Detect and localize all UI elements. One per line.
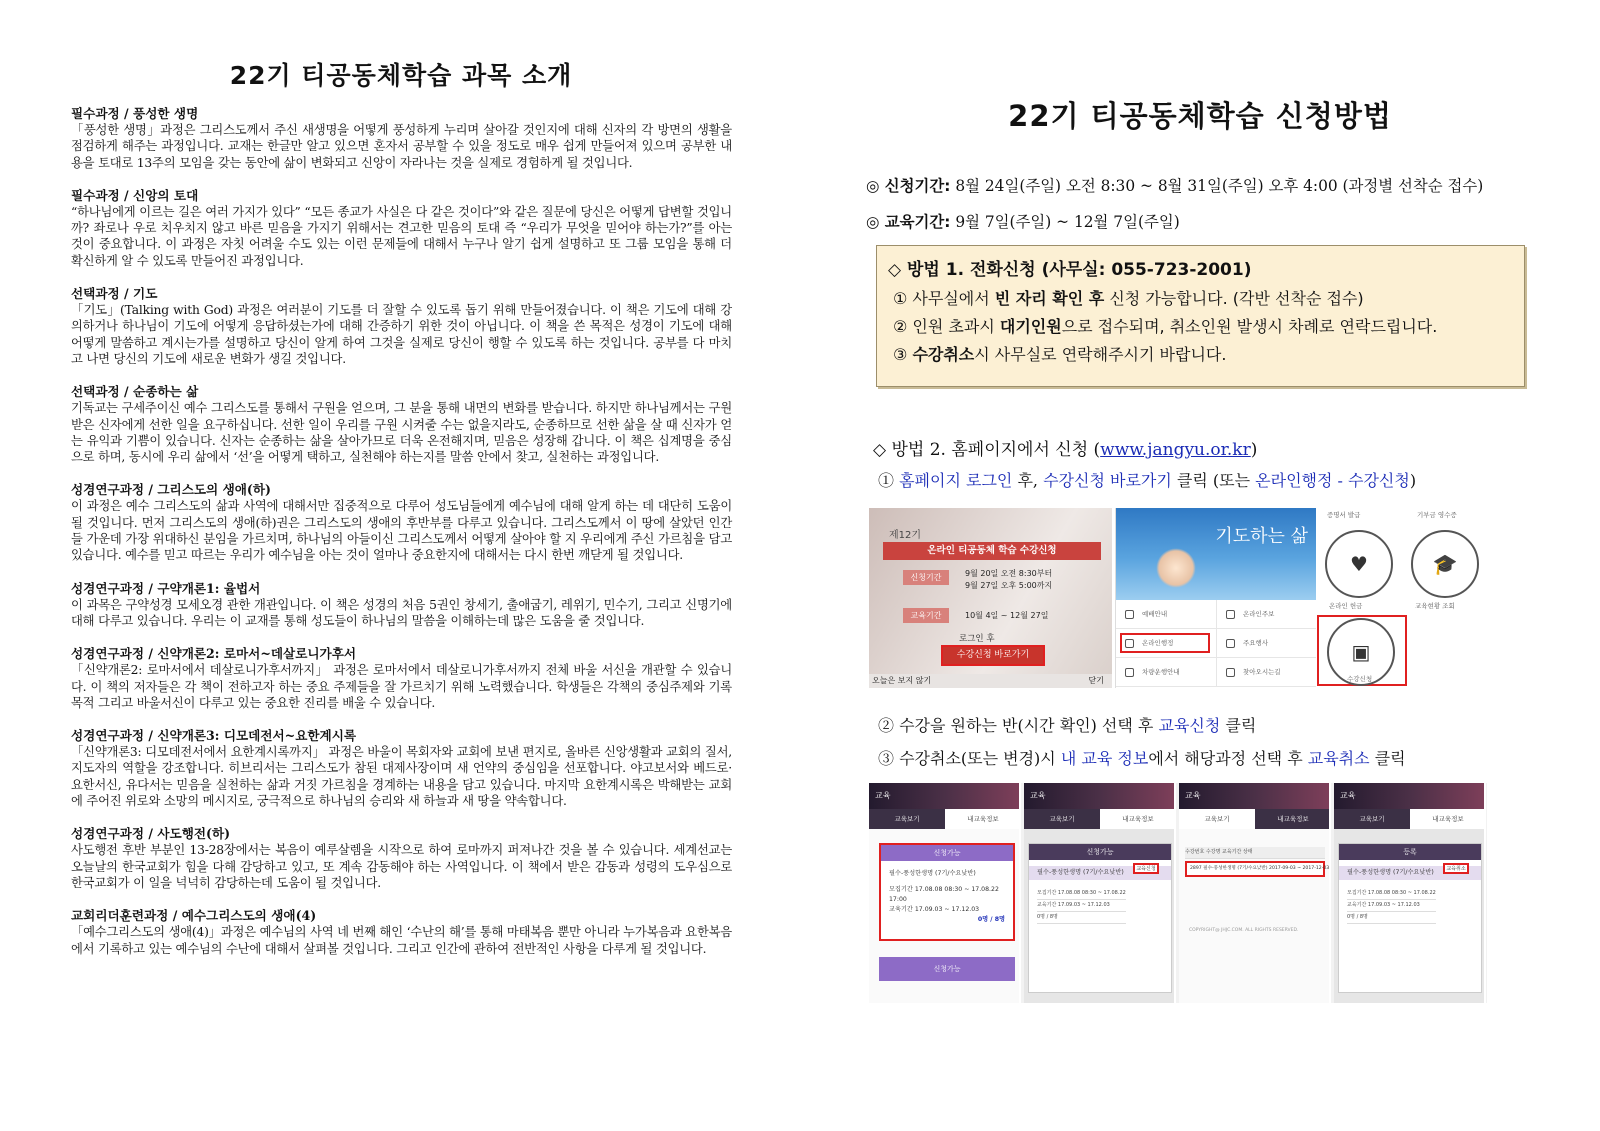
course-description: 사도행전 후반 부분인 13-28장에서는 복음이 예루살렘을 시작으로 하여 로마까지 퍼져나간 것을 볼 수 있습니다. 세계선교는 오늘날의 한국교회가 힘을 다해 감당하고 있고, 또 계속 감동해야 하는 사역입니다. 이 책에서 받은 감동과 성령의 도우심으로 한국교회가 이 일을 넉넉히 감당하는데 도움이 될 것입니다. [71,843,732,890]
panel-body [1024,829,1176,1003]
step-highlight: 교육취소 [1307,749,1370,768]
banner-apply-end: 9월 27일 오후 5:00까지 [965,581,1053,590]
panel-header: 교육 [1024,783,1176,809]
banner-tag-apply-period: 신청기간 [903,570,949,585]
service-caption: 기부금 영수증 [1417,511,1457,519]
hand-image [1156,548,1196,588]
quick-menu-label: 차량운행안내 [1142,668,1180,676]
homepage-link[interactable]: www.jangyu.or.kr [1100,440,1251,460]
step-highlight: 교육신청 [1158,716,1221,735]
education-panel [869,783,1021,1003]
close-link[interactable]: 닫기 [1088,676,1104,685]
tab-education-view[interactable]: 교육보기 [1024,809,1100,829]
step-text: ② 인원 초과시 [893,317,1000,336]
application-period-value: 8월 24일(주일) 오전 8:30 ~ 8월 31일(주일) 오후 4:00 (과정별 선착순 접수) [950,177,1484,195]
course-item [71,286,732,367]
course-card-recruit-time: 17:00 [889,896,907,903]
web-method-step-1 [878,470,1416,492]
course-description: “하나님에게 이르는 길은 여러 가지가 있다” “모든 종교가 사실은 다 같은 것이다”와 같은 질문에 당신은 어떻게 답변할 것입니까? 좌로나 우로 치우치지 않고 바른 믿음을 가지기 위해서는 견고한 믿음의 토대 즉 “우리가 무엇을 믿어야 하는가?”를 아는 것이 중요합니다. 이 과정은 자칫 어려울 수도 있는 이런 문제들에 대해서 누구나 알기 쉽게 설명하고 또 그룹 모임을 통해 더 확신하게 알 수 있도록 만들어진 과정입니다. [71,204,732,268]
table-header-row: 수강번호 수강명 교육기간 상태 [1185,847,1325,859]
web-method-step-2 [878,715,1256,737]
cancel-modal-header: 등록 [1339,844,1481,860]
course-heading: 성경연구과정 / 신약개론2: 로마서~데살로니가후서 [71,646,357,662]
course-card[interactable] [879,843,1015,941]
panel-body [1334,829,1486,1003]
graduation-cap-icon: 🎓 [1432,552,1458,576]
step-text: 클릭 [1220,716,1257,735]
course-heading: 필수과정 / 신앙의 토대 [71,187,199,203]
panel-header: 교육 [869,783,1021,809]
tab-education-view[interactable]: 교육보기 [1334,809,1410,829]
service-caption: 수강신청 [1347,675,1373,683]
table-row: 교육기간 17.09.03 ~ 17.12.03 [1347,900,1436,912]
course-heading: 선택과정 / 순종하는 삶 [71,384,199,400]
course-heading: 성경연구과정 / 구약개론1: 율법서 [71,580,261,596]
tab-education-view[interactable]: 교육보기 [1179,809,1255,829]
calendar-icon [1226,639,1235,648]
banner-footer [869,674,1112,688]
phone-method-step [888,285,1512,313]
tab-my-education[interactable]: 내교육정보 [1255,809,1331,829]
course-item [71,581,732,630]
panel-tabs [1024,809,1176,829]
course-item [71,826,732,891]
service-icons [1317,508,1487,688]
quick-menu-label: 찾아오시는길 [1243,668,1281,676]
tab-my-education[interactable]: 내교육정보 [1100,809,1176,829]
course-item [71,908,732,957]
phone-method-heading: ◇ 방법 1. 전화신청 (사무실: 055-723-2001) [888,260,1252,280]
my-education-panel [1334,783,1486,1003]
course-card[interactable] [879,957,1015,981]
step-text: ② 수강을 원하는 반(시간 확인) 선택 후 [878,716,1159,735]
homepage-screenshot [869,508,1487,688]
apply-modal [1028,843,1172,993]
step-text: 클릭 [1369,749,1406,768]
course-heading: 선택과정 / 기도 [71,286,158,302]
banner-tag-edu-period: 교육기간 [903,608,949,623]
banner-title: 온라인 티공동체 학습 수강신청 [883,542,1101,560]
right-page-title: 22기 티공동체학습 신청방법 [1008,99,1392,133]
table-row: 0명 / 8명 [1347,912,1436,924]
course-description: 「풍성한 생명」과정은 그리스도께서 주신 새생명을 어떻게 풍성하게 누리며 살아갈 것인지에 대해 신자의 각 방면의 생활을 점검하게 해주는 과정입니다. 교재는 한글만 알고 있으면 혼자서 공부할 수 있을 정도로 매우 쉽게 만들어져 있으며 공부한 내용을 토대로 13주의 모임을 갖는 동안에 삶이 변화되고 신앙이 자라나는 것을 실제로 경험하게 될 것입니다. [71,123,732,170]
course-heading: 필수과정 / 풍성한 생명 [71,106,199,121]
course-description: 이 과정은 예수 그리스도의 삶과 사역에 대해서만 집중적으로 다루어 성도님들에게 예수님에 대해 알게 하는 데 대단히 도움이 될 것입니다. 먼저 그리스도의 생애(하)권은 그리스도의 생애의 후반부를 다루고 있습니다. 그리스도께서 이 땅에 살았던 인간들 가운데 가장 위대하신 분임을 가르치며, 하나님의 아들이신 그리스도께서 어떻게 살아야 할 지 우리에게 주신 가르침을 담고 있습니다. 예수를 믿고 따르는 우리가 예수님을 아는 것이 얼마나 중요한지에 대해서는 다시 한번 깨닫게 될 것입니다. [71,499,732,563]
education-status-button[interactable] [1411,530,1479,598]
panel-tabs [1179,809,1331,829]
course-description: 「예수그리스도의 생애(4)」과정은 예수님의 사역 네 번째 해인 ‘수난의 해’를 통해 마태복음 뿐만 아니라 누가복음과 요한복음에서 기록하고 있는 예수님의 수난에 대해서 살펴볼 것입니다. 그리고 인간에 관하여 전반적인 사항을 다루게 될 것입니다. [71,925,732,956]
quick-menu [1116,600,1316,687]
step-text: ③ 수강취소(또는 변경)시 [878,749,1061,768]
course-description: 「신약개론2: 로마서에서 데살로니가후서까지」 과정은 로마서에서 데살로니가후서까지 전체 바울 서신을 개관할 수 있습니다. 이 책의 저자들은 각 책이 전하고자 하는 중요 주제들을 잘 가르치기 위해 노력했습니다. 학생들은 각책의 중심주제와 기록목적 그리고 바울서신이 다루고 있는 중요한 진리를 배울 수 있습니다. [71,663,732,710]
apply-popup-banner [869,508,1112,688]
web-method-heading [873,438,1257,462]
cancel-education-button[interactable]: 교육취소 [1443,863,1469,874]
course-card-name: 필수-풍성한생명 (7기/수요낮반) [889,870,976,877]
course-card-status: 신청가능 [881,845,1013,861]
apply-modal-header: 신청가능 [1029,844,1171,860]
left-page-title: 22기 티공동체학습 과목 소개 [229,61,573,90]
panel-tabs [869,809,1021,829]
course-item [71,188,732,269]
heading-text: ) [1250,440,1258,460]
step-highlight: 내 교육 정보 [1060,749,1149,768]
apply-education-button[interactable]: 교육신청 [1133,863,1159,874]
step-text: ① [878,471,900,490]
step-emphasis: 빈 자리 확인 후 [994,289,1105,308]
quick-menu-item[interactable] [1216,629,1316,658]
step-text: 시 사무실로 연락해주시기 바랍니다. [974,345,1227,364]
my-education-row-text: 2897 필수-풍성한생명 (7기/수요낮반) 2017-09-03 ~ 2017-12-03 [1190,866,1330,871]
course-card-status: 신청가능 [879,957,1015,981]
banner-edition: 제12기 [889,530,922,541]
tab-my-education[interactable]: 내교육정보 [1410,809,1486,829]
map-pin-icon [1226,668,1235,677]
step-text: ③ [893,345,913,364]
course-description: 이 과목은 구약성경 모세오경 관한 개관입니다. 이 책은 성경의 처음 5권인 창세기, 출애굽기, 레위기, 민수기, 그리고 신명기에 대해 다루고 있습니다. 우리는 이 교재를 통해 성도들이 하나님의 말씀을 이해하는데 많은 도움을 줄 것입니다. [71,597,732,628]
quick-menu-label: 주요행사 [1243,639,1269,647]
table-row: 0명 / 8명 [1037,912,1126,924]
course-list [71,106,732,974]
course-card-seats: 0명 / 8명 [977,916,1005,923]
panel-body [1179,829,1331,1003]
cancel-modal-table [1347,888,1436,924]
panel-header: 교육 [1334,783,1486,809]
course-item [71,482,732,563]
panel-header: 교육 [1179,783,1331,809]
step-text: 후, [1012,471,1044,490]
course-item [71,728,732,809]
banner-edu-period: 10월 4일 ~ 12월 27일 [965,611,1049,620]
course-item [71,384,732,465]
course-item [71,646,732,711]
education-period-label: ◎ 교육기간: [866,213,951,231]
panel-tabs [1334,809,1486,829]
course-description: 기독교는 구세주이신 예수 그리스도를 통해서 구원을 얻으며, 그 분을 통해 내면의 변화를 받습니다. 하지만 하나님께서는 구원받은 신자에게 선한 일을 요구하십니다. 선한 일이 우리를 구원 시켜줄 수는 없을지라도, 순종하므로 선한 삶을 살 때 신자가 얻는 유익과 기쁨이 있습니다. 신자는 순종하는 삶을 살아가므로 더욱 온전해지며, 믿음은 성장해 갑니다. 이 책은 십계명을 중심으로 하며, 동시에 우리 삶에서 ‘선’을 어떻게 택하고, 실천해야 하는지를 말씀 안에서 찾고, 실천하는 과정입니다. [71,401,732,465]
dont-show-today-link[interactable]: 오늘은 보지 않기 [872,676,932,685]
application-period [866,176,1483,196]
hero-brand: 기도하는 삶 [1215,526,1308,547]
phone-method-step [888,313,1512,341]
homepage-main [1115,508,1315,688]
monitor-icon: ▣ [1351,640,1371,664]
course-card-edu-period: 교육기간 17.09.03 ~ 17.12.03 [889,906,980,913]
table-row: 교육기간 17.09.03 ~ 17.12.03 [1037,900,1126,912]
homepage-hero [1116,508,1316,600]
tab-education-view[interactable]: 교육보기 [869,809,945,829]
quick-menu-label: 온라인행정 [1142,639,1174,647]
table-row: 모집기간 17.08.08 08:30 ~ 17.08.22 [1347,888,1436,900]
service-caption: 교육현황 조회 [1415,602,1455,610]
banner-login-note: 로그인 후 [959,634,995,644]
quick-menu-item[interactable] [1116,600,1216,629]
step-text: 으로 접수되며, 취소인원 발생시 차례로 연락드립니다. [1061,317,1438,336]
banner-apply-start: 9월 20일 오전 8:30부터 [965,569,1053,578]
clock-icon [1125,610,1134,619]
apply-modal-table [1037,888,1126,924]
application-period-label: ◎ 신청기간: [866,177,951,195]
online-offering-button[interactable] [1325,530,1393,598]
my-education-panel [1179,783,1331,1003]
step-text: 에서 해당과정 선택 후 [1148,749,1308,768]
quick-menu-item[interactable] [1216,658,1316,687]
step-emphasis: 수강취소 [912,345,975,364]
phone-method-box [876,245,1525,387]
step-text: ① 사무실에서 [893,289,995,308]
course-heading: 교회리더훈련과정 / 예수그리스도의 생애(4) [71,908,317,924]
step-highlight: 수강신청 바로가기 [1043,471,1172,490]
step-text: 신청 가능합니다. (각반 선착순 접수) [1104,289,1364,308]
education-period [866,212,1180,232]
panel-body [869,829,1021,1003]
step-text: ) [1409,471,1417,490]
quick-menu-row [1116,658,1316,687]
highlight-frame [1120,633,1210,653]
step-emphasis: 대기인원 [999,317,1062,336]
my-education-table [1185,847,1325,859]
service-caption: 증명서 발급 [1327,511,1361,519]
service-caption: 온라인 헌금 [1329,602,1363,610]
course-item [71,106,732,171]
my-education-row[interactable] [1185,861,1330,877]
course-description: 「기도」(Talking with God) 과정은 여러분이 기도를 더 잘할 수 있도록 돕기 위해 만들어졌습니다. 이 책은 기도에 대해 강의하거나 하나님이 기도에 어떻게 응답하셨는가에 대해 간증하기 위한 것이 아닙니다. 이 책을 쓴 목적은 성경이 기도에 대해 어떻게 말씀하고 계시는가를 설명하고 당신이 알게 하여 그것을 실제로 당신이 행할 수 있도록 하는 것입니다. 공부를 다 마치고 나면 당신의 기도에 새로운 변화가 생길 것입니다. [71,303,732,366]
education-panel [1024,783,1176,1003]
heart-hand-icon: ♥ [1350,552,1368,576]
course-card-recruit: 모집기간 17.08.08 08:30 ~ 17.08.22 [889,886,999,893]
course-heading: 성경연구과정 / 신약개론3: 디모데전서~요한계시록 [71,728,357,744]
web-method-step-3 [878,748,1406,770]
step-text: 클릭 (또는 [1171,471,1256,490]
heading-text: ◇ 방법 2. 홈페이지에서 신청 ( [873,440,1101,460]
course-heading: 성경연구과정 / 사도행전(하) [71,826,231,842]
gauge-icon [1125,668,1134,677]
cancel-modal [1338,843,1482,993]
cancel-modal-course: 필수-풍성한생명 (7기/수요낮반) [1339,866,1481,880]
quick-menu-item[interactable] [1216,600,1316,629]
course-description: 「신약개론3: 디모데전서에서 요한계시록까지」 과정은 바울이 목회자와 교회에 보낸 편지로, 올바른 신앙생활과 교회의 질서, 지도자의 역할을 강조합니다. 히브리서는 그리스도가 참된 대제사장이며 새 언약의 중심임을 선포합니다. 야고보서와 베드로·요한서신, 유다서는 믿음을 실천하는 삶과 거짓 가르침을 경계하는 내용을 담고 있습니다. 마지막 요한계시록은 박해받는 교회에 주어진 위로와 소망의 메시지로, 궁극적으로 하나님의 승리와 새 하늘과 새 땅을 약속합니다. [71,745,732,809]
education-screens [869,783,1487,1003]
apply-modal-course: 필수-풍성한생명 (7기/수요낮반) [1029,866,1171,880]
step-highlight: 홈페이지 로그인 [899,471,1013,490]
phone-method-step [888,341,1512,369]
book-icon [1226,610,1235,619]
quick-menu-label: 예배안내 [1142,610,1168,618]
apply-shortcut-button[interactable]: 수강신청 바로가기 [941,645,1045,666]
step-highlight: 온라인행정 - 수강신청 [1255,471,1410,490]
table-row: 모집기간 17.08.08 08:30 ~ 17.08.22 [1037,888,1126,900]
quick-menu-item[interactable] [1116,658,1216,687]
quick-menu-row [1116,600,1316,629]
education-period-value: 9월 7일(주일) ~ 12월 7일(주일) [950,213,1180,231]
quick-menu-label: 온라인주보 [1243,610,1275,618]
copyright-text: COPYRIGHT@ JHJC.COM. ALL RIGHTS RESERVED. [1189,928,1299,933]
tab-my-education[interactable]: 내교육정보 [945,809,1021,829]
course-heading: 성경연구과정 / 그리스도의 생애(하) [71,482,271,498]
